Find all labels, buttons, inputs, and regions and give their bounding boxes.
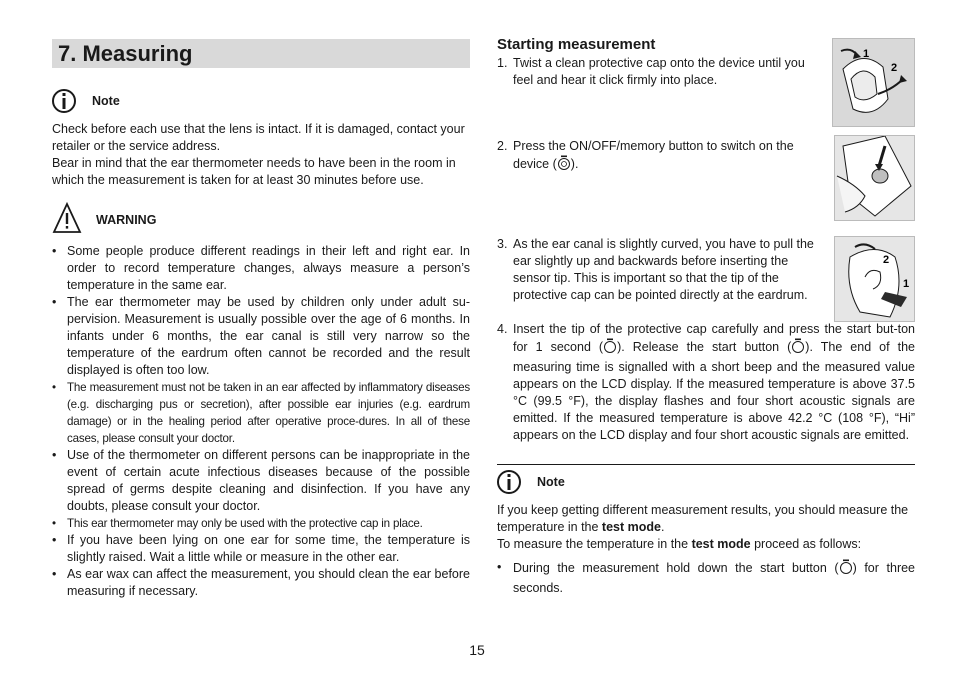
start-button-icon (791, 338, 805, 359)
step-4: 4. Insert the tip of the protective cap carefully and press the start but-ton for 1 second ( ). Release the start button ( ). The end of the measuring time is signalled with a short beep and the measured value appears on the LCD display. If the measured temperature is above 37.5 °C (99.5 °F), the display flashes and four short acoustic signals are emitted. If the measured temperature is above 42.2 °C (108 °F), “Hi” appears on the LCD display and four short acoustic signals are emitted. (497, 322, 915, 442)
starting-measurement-title: Starting measurement (497, 36, 656, 53)
step-3: 3. As the ear canal is slightly curved, you have to pull the ear slightly up and backwards before inserting the sensor tip. This is important so that the tip of the protective cap can be pointed directly at the eardrum. (497, 237, 814, 302)
warning-label: WARNING (96, 213, 157, 227)
figure-attach-cap (832, 38, 915, 127)
info-icon (52, 89, 76, 113)
warning-list (52, 243, 470, 600)
figure-ear-pull (834, 236, 915, 322)
list-item: • During the measurement hold down the start button ( ) for three seconds. (497, 560, 916, 595)
section-title: 7. Measuring (52, 39, 470, 68)
warning-icon (52, 202, 82, 239)
page-number: 15 (469, 642, 485, 658)
list-item: • The measurement must not be taken in an ear affected by inflammatory diseases (e.g. discharging pus or secretion), after possible ear injuries (e.g. eardrum damage) or in the healing period after operative proce-dures. In all of these cases, please consult your doctor. (52, 381, 470, 445)
note2-label: Note (537, 475, 565, 489)
note2-text: To measure the temperature in the test mode proceed as follows: (497, 537, 862, 551)
note2-text: If you keep getting different measurement results, you should measure the temperature in the test mode. (497, 503, 909, 534)
warning-header (52, 203, 470, 237)
figure-label: 1 (903, 278, 910, 290)
step-2: 2. Press the ON/OFF/memory button to switch on the device ( ). (497, 138, 819, 176)
note-text: Bear in mind that the ear thermometer needs to have been in the room in which the measurement is taken for at least 30 minutes before use. (52, 156, 456, 187)
left-column (52, 39, 470, 600)
step-1: 1. Twist a clean protective cap onto the device until you feel and hear it click firmly into place. (497, 56, 805, 87)
figure-label: 1 (863, 48, 870, 60)
note2-header (497, 469, 915, 495)
list-item: • Some people produce different readings in their left and right ear. In order to record temperature changes, always measure a person’s temperature in the same ear. (52, 244, 470, 292)
figure-power-on (834, 135, 915, 221)
list-item: • Use of the thermometer on different persons can be inappropriate in the event of certain acute infectious diseases because of the possible spread of germs despite cleaning and disinfection. If you have any doubts, please consult your doctor. (52, 448, 470, 513)
start-button-icon (603, 338, 617, 359)
figure-label: 2 (883, 254, 890, 266)
note-label: Note (92, 94, 120, 108)
list-item: • The ear thermometer may be used by children only under adult su-pervision. Measurement is usually possible over the age of 6 months. In infants under 6 months, the ear canal is still very narrow so the temperature of the eardrum often cannot be recorded and the result displayed is often too low. (52, 295, 470, 377)
note2-list (497, 559, 915, 597)
list-item: • This ear thermometer may only be used with the protective cap in place. (52, 517, 423, 530)
note-header (52, 88, 470, 114)
list-item: • If you have been lying on one ear for some time, the temperature is slightly raised. Wait a little while or measure in the other ear. (52, 533, 470, 564)
on-off-memory-button-icon (557, 155, 571, 176)
note-text: Check before each use that the lens is intact. If it is damaged, contact your retailer or the service address. (52, 122, 465, 153)
figure-label: 2 (891, 62, 898, 74)
divider (497, 464, 915, 465)
start-button-icon (839, 559, 853, 580)
info-icon (497, 470, 521, 494)
list-item: • As ear wax can affect the measurement, you should clean the ear before measuring if necessary. (52, 567, 470, 598)
